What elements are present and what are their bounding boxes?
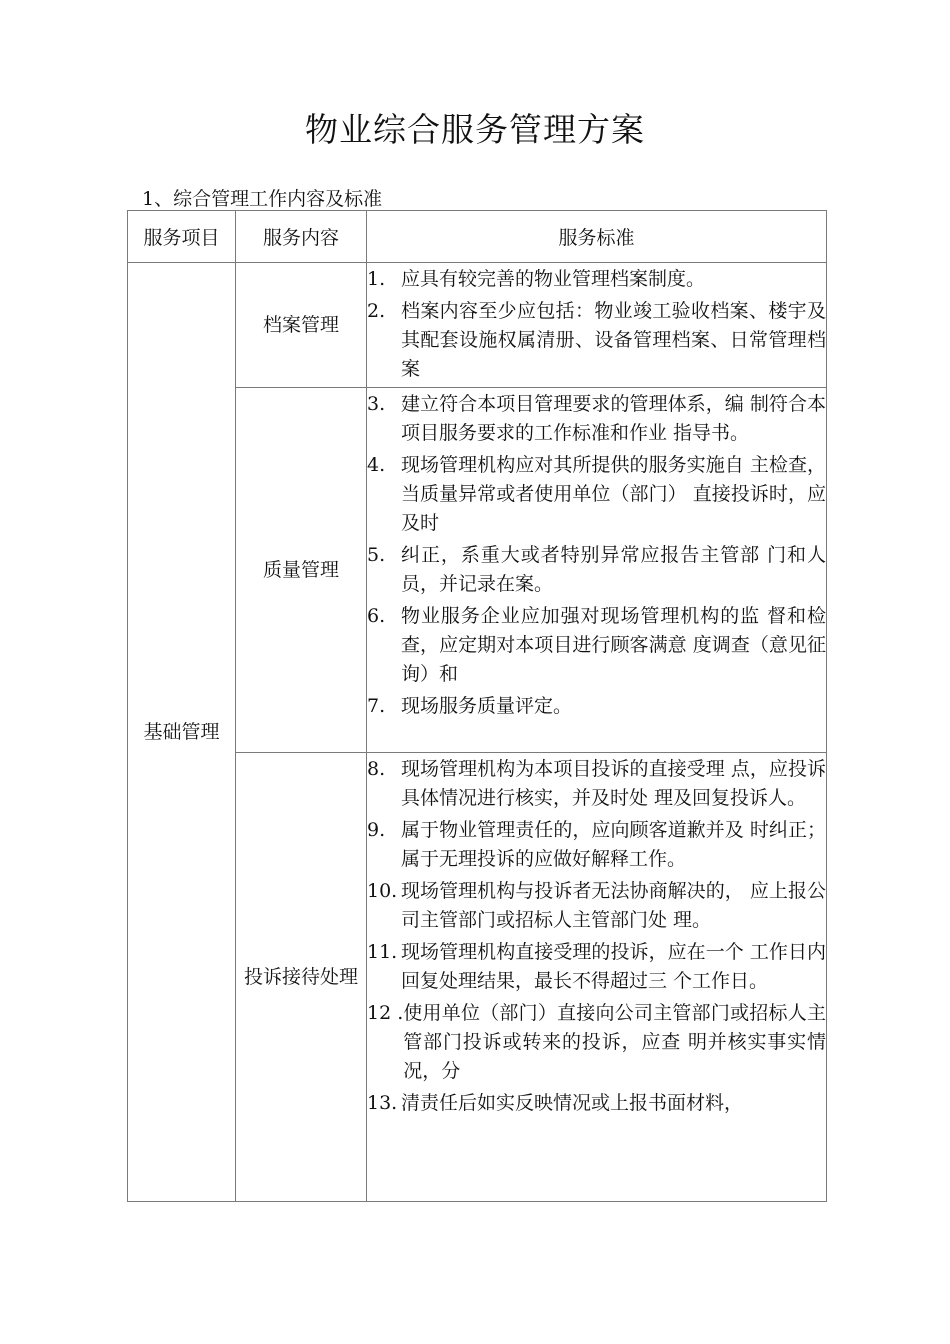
standard-cell [367,753,827,1202]
content-cell: 档案管理 [236,263,367,388]
standard-list [367,755,826,1118]
list-item: 2. 档案内容至少应包括：物业竣工验收档案、楼宇及其配套设施权属清册、设备管理档案、日常管理档案 [367,300,826,380]
list-item: 13. 清责任后如实反映情况或上报书面材料， [367,1092,744,1114]
page-title: 物业综合服务管理方案 [305,110,645,149]
table-header-row [128,211,827,263]
service-standards-table [127,210,827,1202]
list-item: 1. 应具有较完善的物业管理档案制度。 [367,268,706,290]
list-item: 10. 现场管理机构与投诉者无法协商解决的， 应上报公司主管部门或招标人主管部门处 理。 [367,880,826,931]
list-item: 5. 纠正，系重大或者特别异常应报告主管部 门和人员，并记录在案。 [367,544,826,595]
list-item: 3. 建立符合本项目管理要求的管理体系，编 制符合本项目服务要求的工作标准和作业 指导书。 [367,393,826,444]
standard-list [367,390,826,721]
header-service-item: 服务项目 [128,211,236,263]
header-service-content: 服务内容 [236,211,367,263]
section-heading: 1、综合管理工作内容及标准 [142,188,383,210]
list-item: 6. 物业服务企业应加强对现场管理机构的监 督和检查，应定期对本项目进行顾客满意 度调查（意见征询）和 [367,605,826,685]
category-cell: 基础管理 [128,263,236,1202]
header-service-standard: 服务标准 [367,211,827,263]
list-item: 11. 现场管理机构直接受理的投诉，应在一个 工作日内回复处理结果，最长不得超过三 个工作日。 [367,941,826,992]
list-item: 12 . 使用单位（部门）直接向公司主管部门或招标人主管部门投诉或转来的投诉，应查 明并核实事实情况，分 [367,1002,826,1082]
list-item: 4. 现场管理机构应对其所提供的服务实施自 主检查，当质量异常或者使用单位（部门） 直接投诉时，应及时 [367,454,826,534]
standard-cell [367,263,827,388]
list-item: 9. 属于物业管理责任的，应向顾客道歉并及 时纠正；属于无理投诉的应做好解释工作。 [367,819,826,870]
table-row [128,263,827,388]
standard-list [367,265,826,384]
list-item: 8. 现场管理机构为本项目投诉的直接受理 点，应投诉具体情况进行核实，并及时处 理及回复投诉人。 [367,758,826,809]
standard-cell [367,388,827,753]
content-cell: 投诉接待处理 [236,753,367,1202]
list-item: 7. 现场服务质量评定。 [367,695,573,717]
content-cell: 质量管理 [236,388,367,753]
